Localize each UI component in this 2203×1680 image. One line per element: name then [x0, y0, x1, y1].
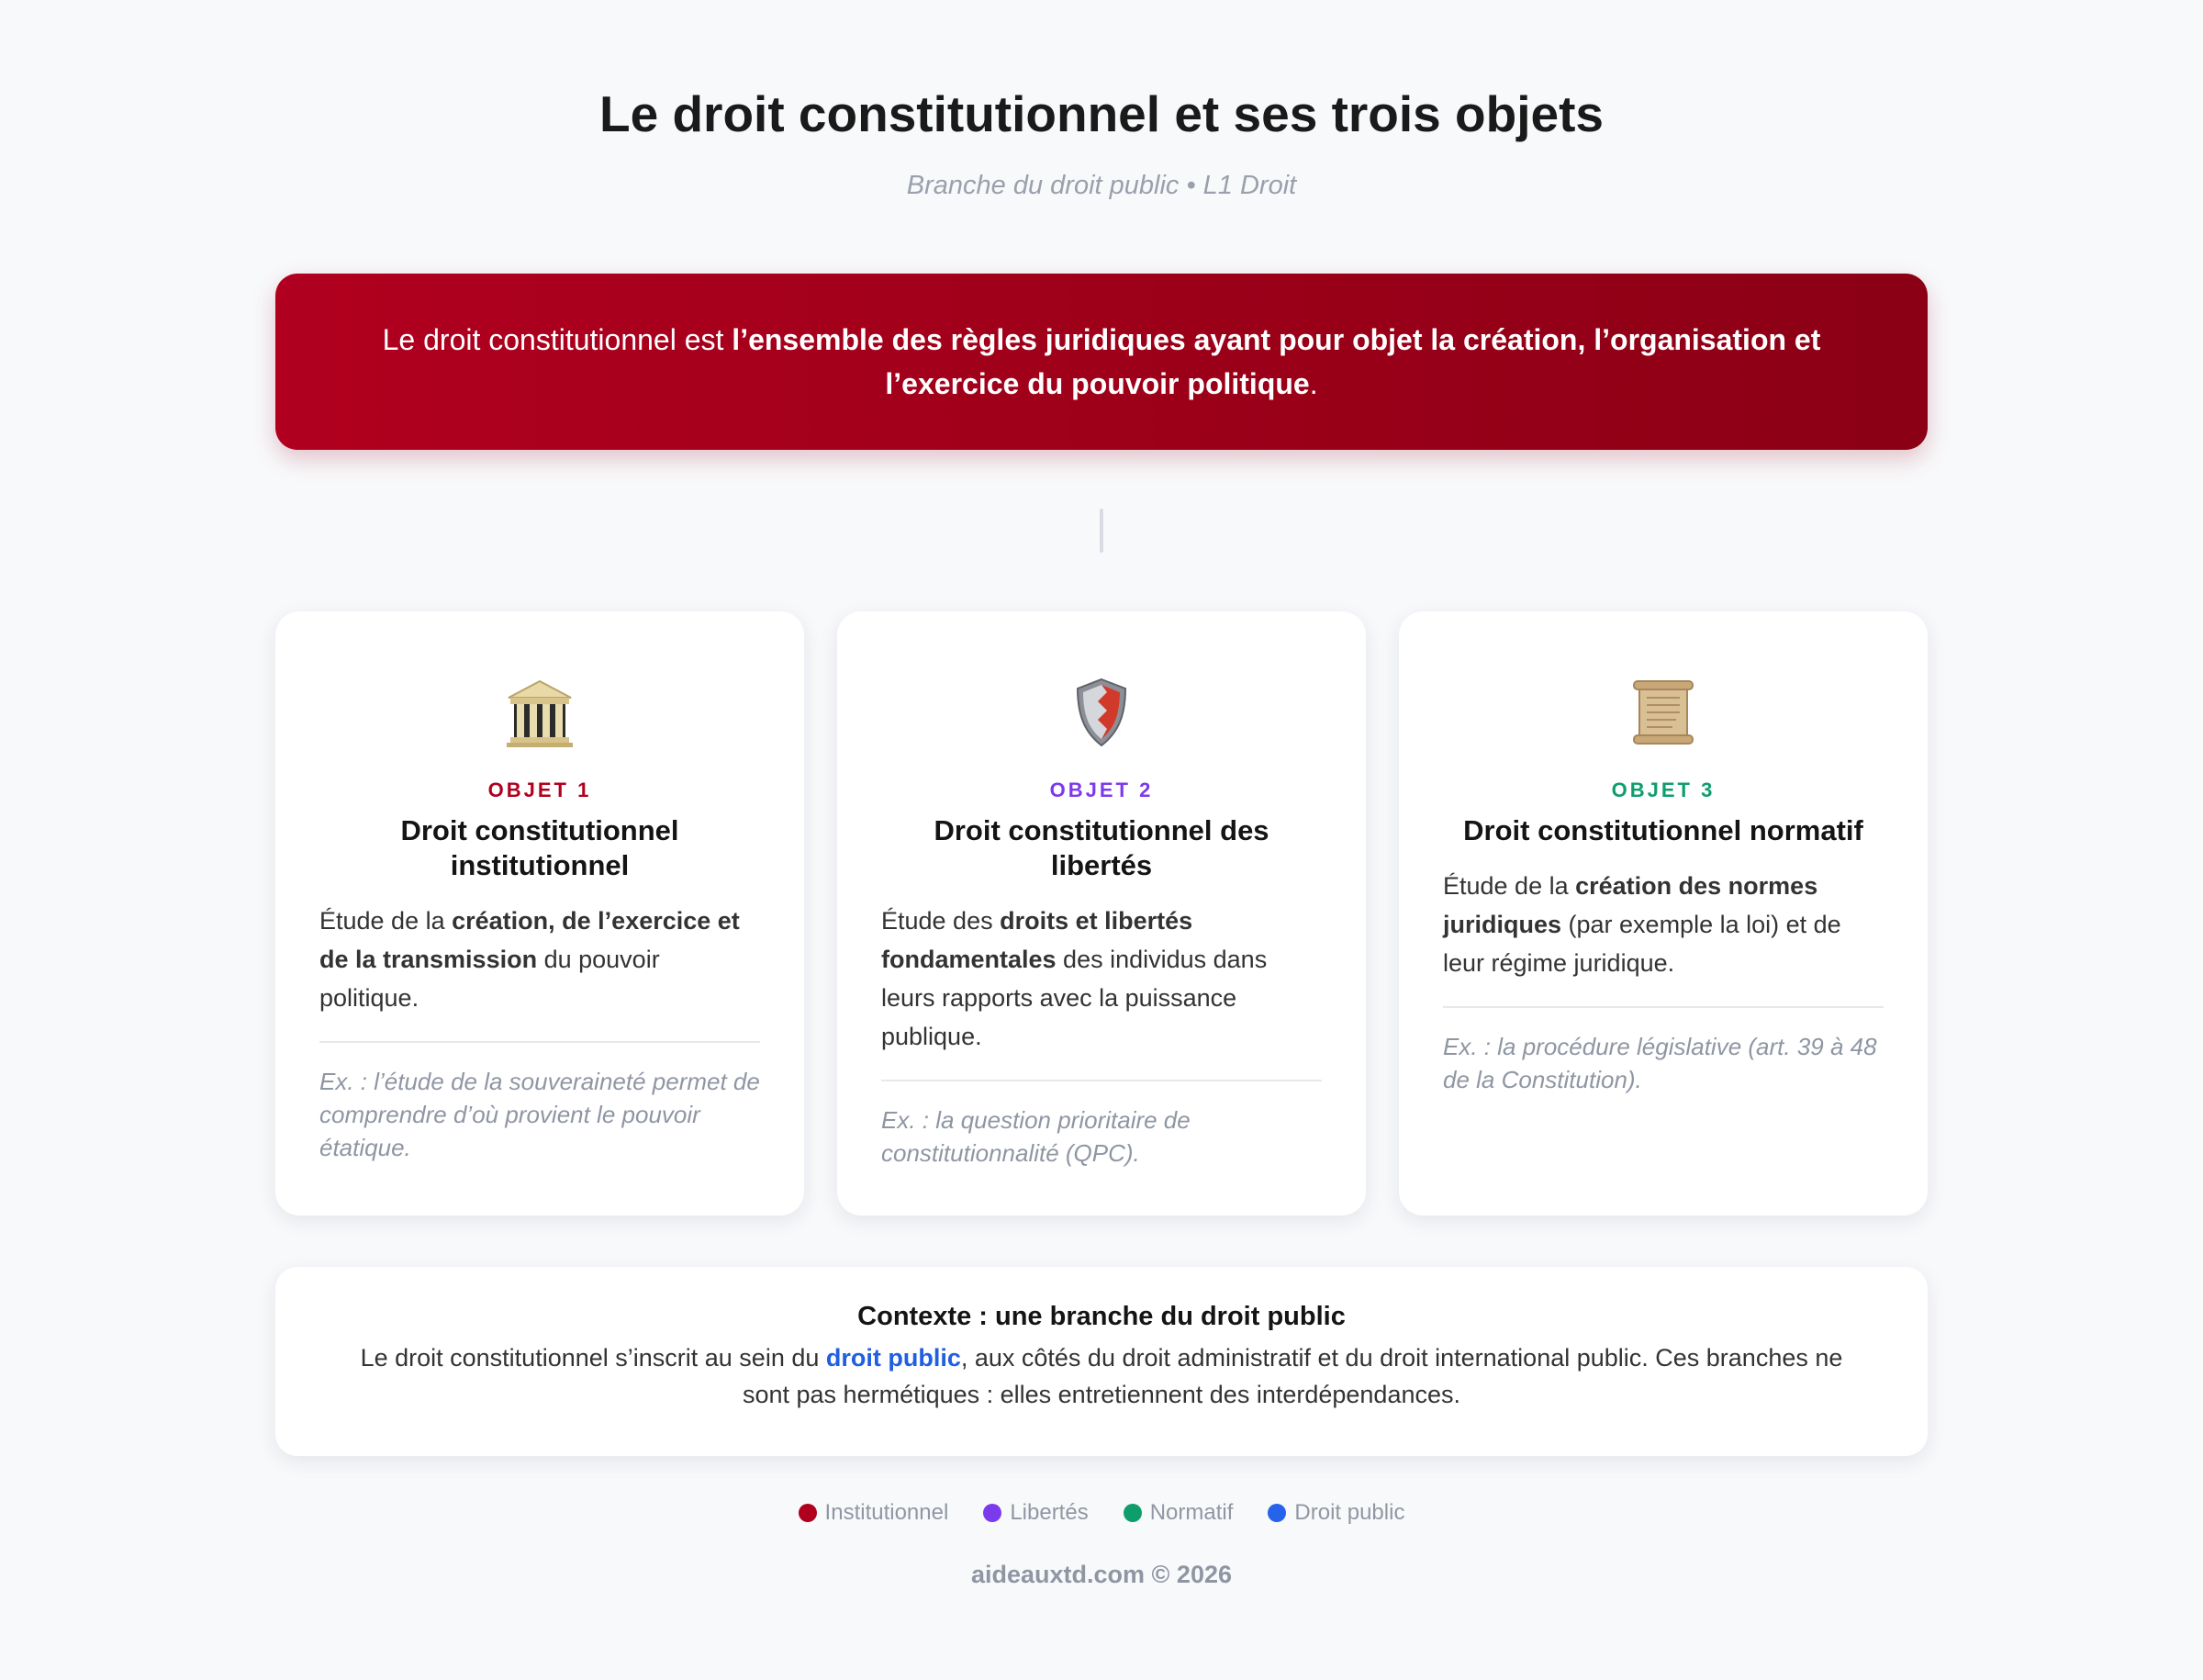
- legend-dot: [799, 1504, 817, 1522]
- legend-item-libertes: Libertés: [983, 1500, 1088, 1526]
- legend-item-normatif: Normatif: [1124, 1500, 1234, 1526]
- context-box: [275, 1267, 1928, 1456]
- definition-banner: [275, 274, 1928, 450]
- definition-prefix: Le droit constitutionnel est: [382, 323, 732, 356]
- scroll-icon: [1399, 666, 1928, 758]
- page-title: Le droit constitutionnel et ses trois objets: [598, 85, 1604, 142]
- context-text: Le droit constitutionnel s’inscrit au sein du droit public, aux côtés du droit administratif et du droit international public. Ces branches ne sont pas hermétiques : elles entretiennent des interdépendances.: [360, 1344, 1843, 1408]
- page-subtitle: Branche du droit public • L1 Droit: [906, 171, 1297, 200]
- card-description: Étude de la création des normes juridiques (par exemple la loi) et de leur régime juridique.: [1443, 872, 1841, 977]
- card-title: Droit constitutionnel des libertés: [934, 814, 1269, 881]
- card-objet-3: [1399, 611, 1928, 1215]
- shield-icon: [837, 666, 1366, 758]
- card-title: Droit constitutionnel normatif: [1463, 814, 1863, 846]
- classical-building-icon: [275, 666, 804, 758]
- connector-line: [1100, 509, 1103, 553]
- card-label: OBJET 1: [487, 778, 592, 801]
- legend: [0, 1500, 2203, 1526]
- card-description: Étude des droits et libertés fondamentales des individus dans leurs rapports avec la puissance publique.: [881, 907, 1268, 1050]
- footer: aideauxtd.com © 2026: [970, 1561, 1232, 1588]
- context-title: Contexte : une branche du droit public: [857, 1302, 1346, 1331]
- legend-item-institutionnel: Institutionnel: [799, 1500, 949, 1526]
- droit-public-highlight: droit public: [825, 1344, 961, 1372]
- card-objet-1: [275, 611, 804, 1215]
- definition-bold: l’ensemble des règles juridiques ayant pour objet la création, l’organisation et l’exercice du pouvoir politique: [732, 323, 1821, 400]
- legend-dot: [983, 1504, 1001, 1522]
- card-label: OBJET 3: [1611, 778, 1716, 801]
- card-separator: [1443, 1006, 1884, 1008]
- card-example: Ex. : la procédure législative (art. 39 à 48 de la Constitution).: [1443, 1033, 1877, 1093]
- card-separator: [319, 1041, 760, 1043]
- legend-item-droit-public: Droit public: [1268, 1500, 1404, 1526]
- card-description: Étude de la création, de l’exercice et de la transmission du pouvoir politique.: [319, 907, 740, 1012]
- card-objet-2: [837, 611, 1366, 1215]
- card-separator: [881, 1080, 1322, 1081]
- legend-dot: [1268, 1504, 1286, 1522]
- card-example: Ex. : la question prioritaire de constitutionnalité (QPC).: [881, 1106, 1191, 1167]
- card-label: OBJET 2: [1049, 778, 1154, 801]
- legend-dot: [1124, 1504, 1142, 1522]
- definition-suffix: .: [1309, 367, 1318, 400]
- card-title: Droit constitutionnel institutionnel: [400, 814, 679, 881]
- card-example: Ex. : l’étude de la souveraineté permet de comprendre d’où provient le pouvoir étatique.: [319, 1068, 760, 1161]
